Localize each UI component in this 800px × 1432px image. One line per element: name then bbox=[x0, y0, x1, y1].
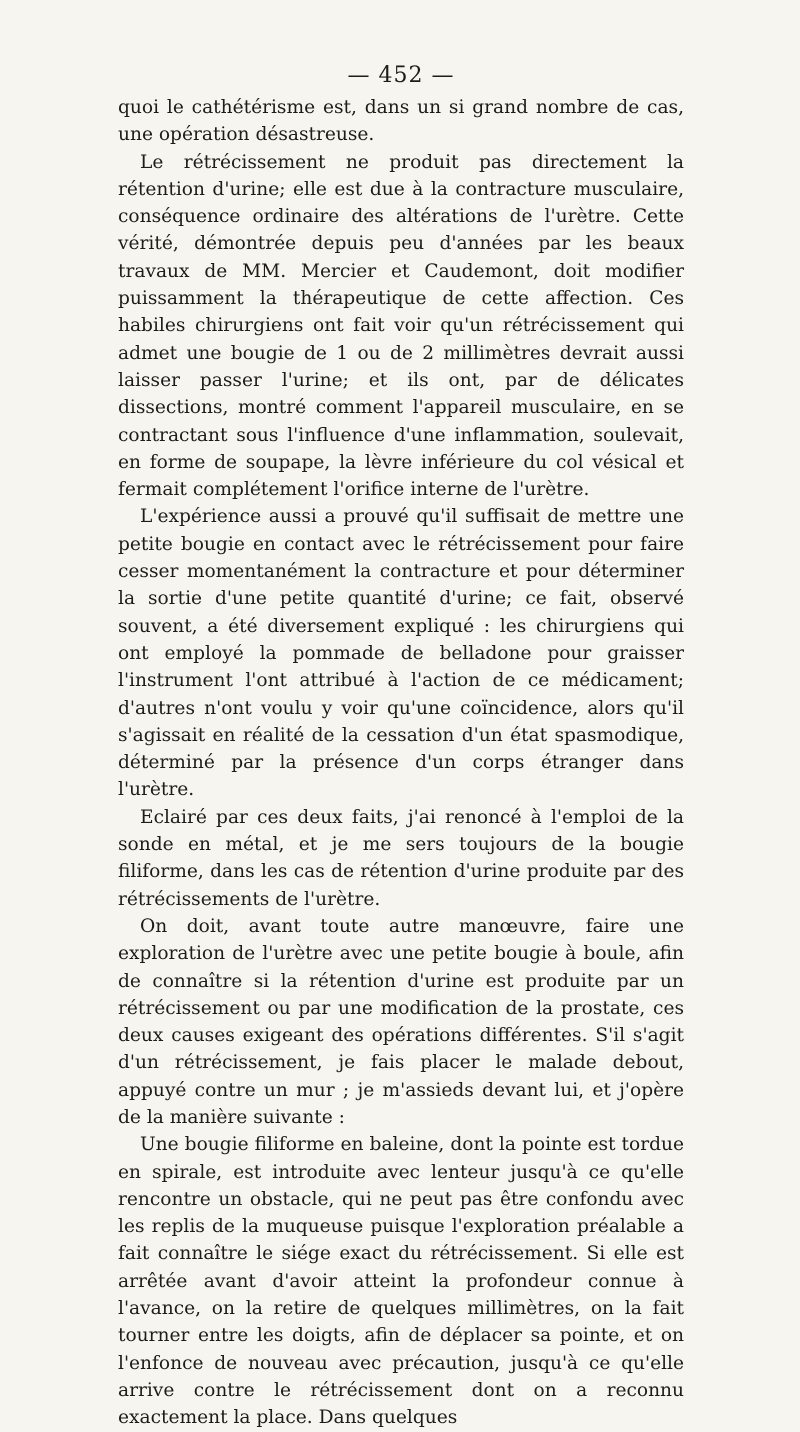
paragraph-2: Le rétrécissement ne produit pas directement la rétention d'urine; elle est due à la contracture musculaire, conséquence ordinaire des altérations de l'urètre. Cette vérité, démontrée depuis peu d'années par les beaux travaux de MM. Mercier et Caudemont, doit modifier puissamment la thérapeutique de cette affection. Ces habiles chirurgiens ont fait voir qu'un rétrécissement qui admet une bougie de 1 ou de 2 millimètres devrait aussi laisser passer l'urine; et ils ont, par de délicates dissections, montré comment l'appareil musculaire, en se contractant sous l'influence d'une inflammation, soulevait, en forme de soupape, la lèvre inférieure du col vésical et fermait complétement l'orifice interne de l'urètre. bbox=[118, 151, 684, 501]
paragraph-3: L'expérience aussi a prouvé qu'il suffisait de mettre une petite bougie en contact avec le rétrécissement pour faire cesser momentanément la contracture et pour déterminer la sortie d'une petite quantité d'urine; ce fait, observé souvent, a été diversement expliqué : les chirurgiens qui ont employé la pommade de belladone pour graisser l'instrument l'ont attribué à l'action de ce médicament; d'autres n'ont voulu y voir qu'une coïncidence, alors qu'il s'agissait en réalité de la cessation d'un état spasmodique, déterminé par la présence d'un corps étranger dans l'urètre. bbox=[118, 506, 684, 801]
paragraph-1: quoi le cathétérisme est, dans un si grand nombre de cas, une opération désastreuse. bbox=[118, 97, 684, 146]
document-page bbox=[118, 58, 684, 1432]
page-number: — 452 — bbox=[347, 63, 455, 88]
paragraph-6: Une bougie filiforme en baleine, dont la pointe est tordue en spirale, est introduite avec lenteur jusqu'à ce qu'elle rencontre un obstacle, qui ne peut pas être confondu avec les replis de la muqueuse puisque l'exploration préalable a fait connaître le siége exact du rétrécissement. Si elle est arrêtée avant d'avoir atteint la profondeur connue à l'avance, on la retire de quelques millimètres, on la fait tourner entre les doigts, afin de déplacer sa pointe, et on l'enfonce de nouveau avec précaution, jusqu'à ce qu'elle arrive contre le rétrécissement dont on a reconnu exactement la place. Dans quelques bbox=[118, 1134, 684, 1429]
paragraph-5: On doit, avant toute autre manœuvre, faire une exploration de l'urètre avec une petite bougie à boule, afin de connaître si la rétention d'urine est produite par un rétrécissement ou par une modification de la prostate, ces deux causes exigeant des opérations différentes. S'il s'agit d'un rétrécissement, je fais placer le malade debout, appuyé contre un mur ; je m'assieds devant lui, et j'opère de la manière suivante : bbox=[118, 915, 684, 1128]
paragraph-4: Eclairé par ces deux faits, j'ai renoncé à l'emploi de la sonde en métal, et je me sers toujours de la bougie filiforme, dans les cas de rétention d'urine produite par des rétrécissements de l'urètre. bbox=[118, 806, 684, 910]
